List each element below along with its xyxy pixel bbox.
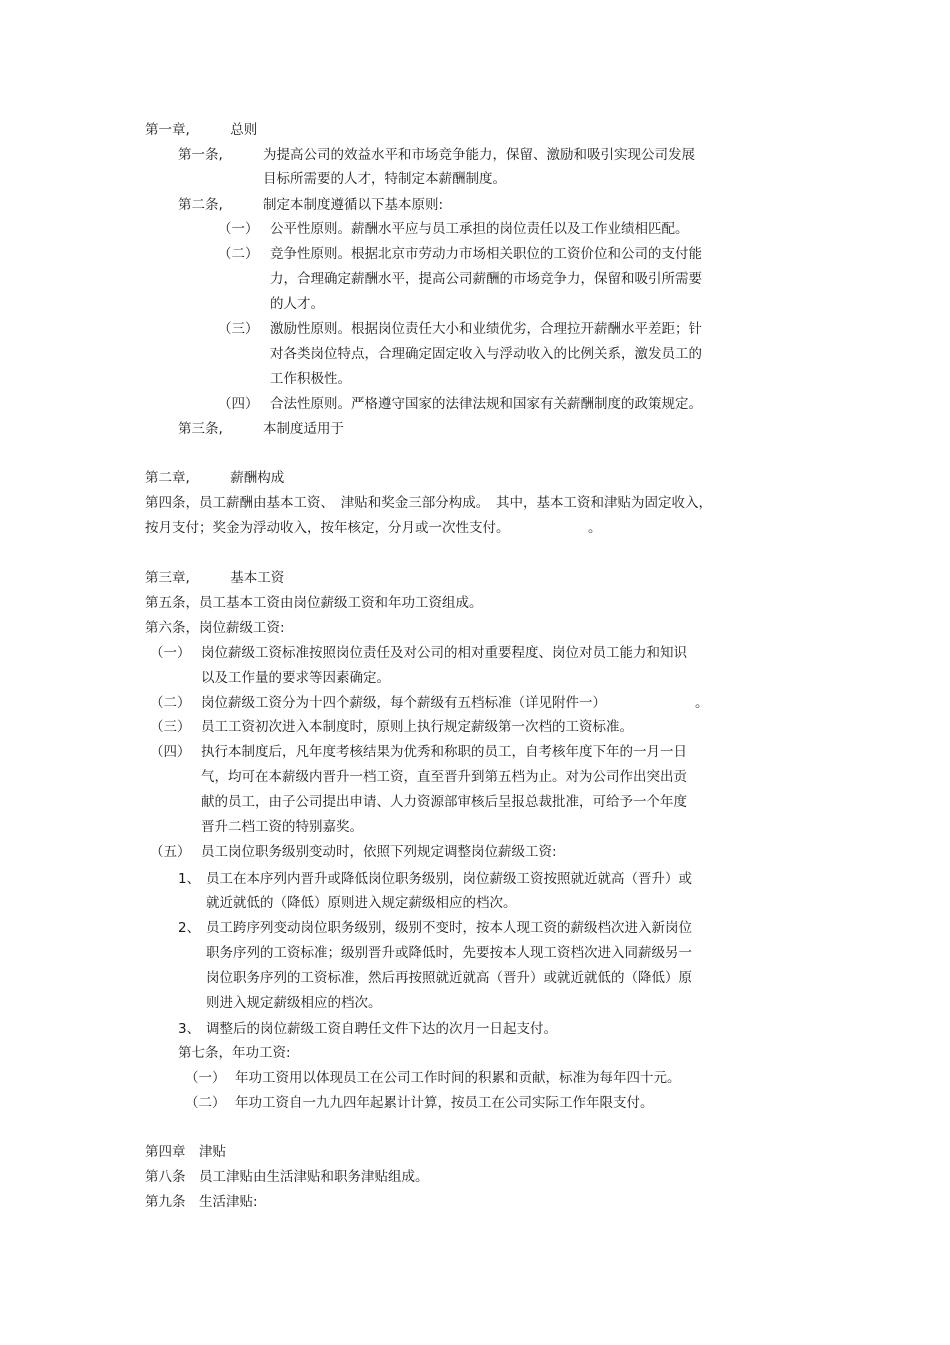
item-2-stray-mark: 。 xyxy=(695,695,709,711)
article-8: 第八条 员工津贴由生活津贴和职务津贴组成。 xyxy=(145,1169,429,1185)
chapter-3-title: 第三章, 基本工资 xyxy=(145,570,285,586)
item-3-line-1: 员工工资初次进入本制度时，原则上执行规定薪级第一次档的工资标准。 xyxy=(201,719,633,735)
item-4-line-1: 执行本制度后，凡年度考核结果为优秀和称职的员工，自考核年度下年的一月一日 xyxy=(201,744,687,760)
principle-2-line-1: 竞争性原则。根据北京市劳动力市场相关职位的工资价位和公司的支付能 xyxy=(270,246,702,262)
principle-3-number: （三） xyxy=(218,321,259,337)
principle-2-number: （二） xyxy=(218,246,259,262)
article-1-line-2: 目标所需要的人才，特制定本薪酬制度。 xyxy=(263,171,506,187)
seniority-item-1-line-1: 年功工资用以体现员工在公司工作时间的积累和贡献，标准为每年四十元。 xyxy=(235,1070,681,1086)
seniority-item-2-line-1: 年功工资自一九九四年起累计计算，按员工在公司实际工作年限支付。 xyxy=(235,1095,654,1111)
article-9: 第九条 生活津贴: xyxy=(145,1194,258,1210)
item-4-line-3: 献的员工，由子公司提出申请、人力资源部审核后呈报总裁批准，可给予一个年度 xyxy=(201,794,687,810)
item-5-number: （五） xyxy=(150,844,191,860)
principle-1-line-1: 公平性原则。薪酬水平应与员工承担的岗位责任以及工作业绩相匹配。 xyxy=(270,221,689,237)
principle-4-line-1: 合法性原则。严格遵守国家的法律法规和国家有关薪酬制度的政策规定。 xyxy=(270,396,702,412)
article-3-number: 第三条, xyxy=(178,421,223,437)
sub-item-1-number: 1、 xyxy=(178,871,201,887)
sub-item-2-number: 2、 xyxy=(178,920,201,936)
item-1-number: （一） xyxy=(150,645,191,661)
article-7: 第七条，年功工资: xyxy=(178,1045,291,1061)
article-5: 第五条，员工基本工资由岗位薪级工资和年功工资组成。 xyxy=(145,595,483,611)
sub-item-1-line-2: 就近就低的（降低）原则进入规定薪级相应的档次。 xyxy=(206,895,517,911)
item-2-line-1: 岗位薪级工资分为十四个薪级，每个薪级有五档标准（详见附件一） xyxy=(201,695,606,711)
principle-3-line-2: 对各类岗位特点，合理确定固定收入与浮动收入的比例关系，激发员工的 xyxy=(270,346,702,362)
chapter-1-title: 第一章, 总则 xyxy=(145,122,258,138)
article-4-stray-mark: 。 xyxy=(588,520,602,536)
chapter-4-title: 第四章 津贴 xyxy=(145,1144,226,1160)
item-1-line-1: 岗位薪级工资标准按照岗位责任及对公司的相对重要程度、岗位对员工能力和知识 xyxy=(201,645,687,661)
principle-3-line-3: 工作积极性。 xyxy=(270,371,351,387)
item-5-line-1: 员工岗位职务级别变动时，依照下列规定调整岗位薪级工资: xyxy=(201,844,557,860)
sub-item-1-line-1: 员工在本序列内晋升或降低岗位职务级别，岗位薪级工资按照就近就高（晋升）或 xyxy=(206,871,692,887)
sub-item-3-number: 3、 xyxy=(178,1021,201,1037)
item-4-line-4: 晋升二档工资的特别嘉奖。 xyxy=(201,819,363,835)
article-2-text: 制定本制度遵循以下基本原则: xyxy=(263,197,444,213)
principle-3-line-1: 激励性原则。根据岗位责任大小和业绩优劣，合理拉开薪酬水平差距；针 xyxy=(270,321,702,337)
article-6: 第六条，岗位薪级工资: xyxy=(145,620,285,636)
item-4-number: （四） xyxy=(150,744,191,760)
item-3-number: （三） xyxy=(150,719,191,735)
sub-item-2-line-1: 员工跨序列变动岗位职务级别，级别不变时，按本人现工资的薪级档次进入新岗位 xyxy=(206,920,692,936)
article-4-line-1: 第四条，员工薪酬由基本工资、 津贴和奖金三部分构成。 其中，基本工资和津贴为固定收入， xyxy=(145,495,712,511)
article-1-number: 第一条, xyxy=(178,147,223,163)
article-4-line-2: 按月支付；奖金为浮动收入，按年核定，分月或一次性支付。 xyxy=(145,520,510,536)
article-2-number: 第二条, xyxy=(178,197,223,213)
seniority-item-1-number: （一） xyxy=(185,1070,226,1086)
item-4-line-2: 气，均可在本薪级内晋升一档工资，直至晋升到第五档为止。对为公司作出突出贡 xyxy=(201,769,687,785)
seniority-item-2-number: （二） xyxy=(185,1095,226,1111)
principle-4-number: （四） xyxy=(218,396,259,412)
item-2-number: （二） xyxy=(150,695,191,711)
sub-item-3-line-1: 调整后的岗位薪级工资自聘任文件下达的次月一日起支付。 xyxy=(206,1021,557,1037)
article-1-line-1: 为提高公司的效益水平和市场竞争能力，保留、激励和吸引实现公司发展 xyxy=(263,147,695,163)
sub-item-2-line-2: 职务序列的工资标准；级别晋升或降低时，先要按本人现工资档次进入同薪级另一 xyxy=(206,945,692,961)
sub-item-2-line-4: 则进入规定薪级相应的档次。 xyxy=(206,995,382,1011)
article-3-text: 本制度适用于 xyxy=(263,421,344,437)
sub-item-2-line-3: 岗位职务序列的工资标准，然后再按照就近就高（晋升）或就近就低的（降低）原 xyxy=(206,970,692,986)
principle-1-number: （一） xyxy=(218,221,259,237)
principle-2-line-2: 力，合理确定薪酬水平，提高公司薪酬的市场竞争力，保留和吸引所需要 xyxy=(270,271,702,287)
principle-2-line-3: 的人才。 xyxy=(270,296,324,312)
chapter-2-title: 第二章, 薪酬构成 xyxy=(145,470,285,486)
item-1-line-2: 以及工作量的要求等因素确定。 xyxy=(201,670,390,686)
